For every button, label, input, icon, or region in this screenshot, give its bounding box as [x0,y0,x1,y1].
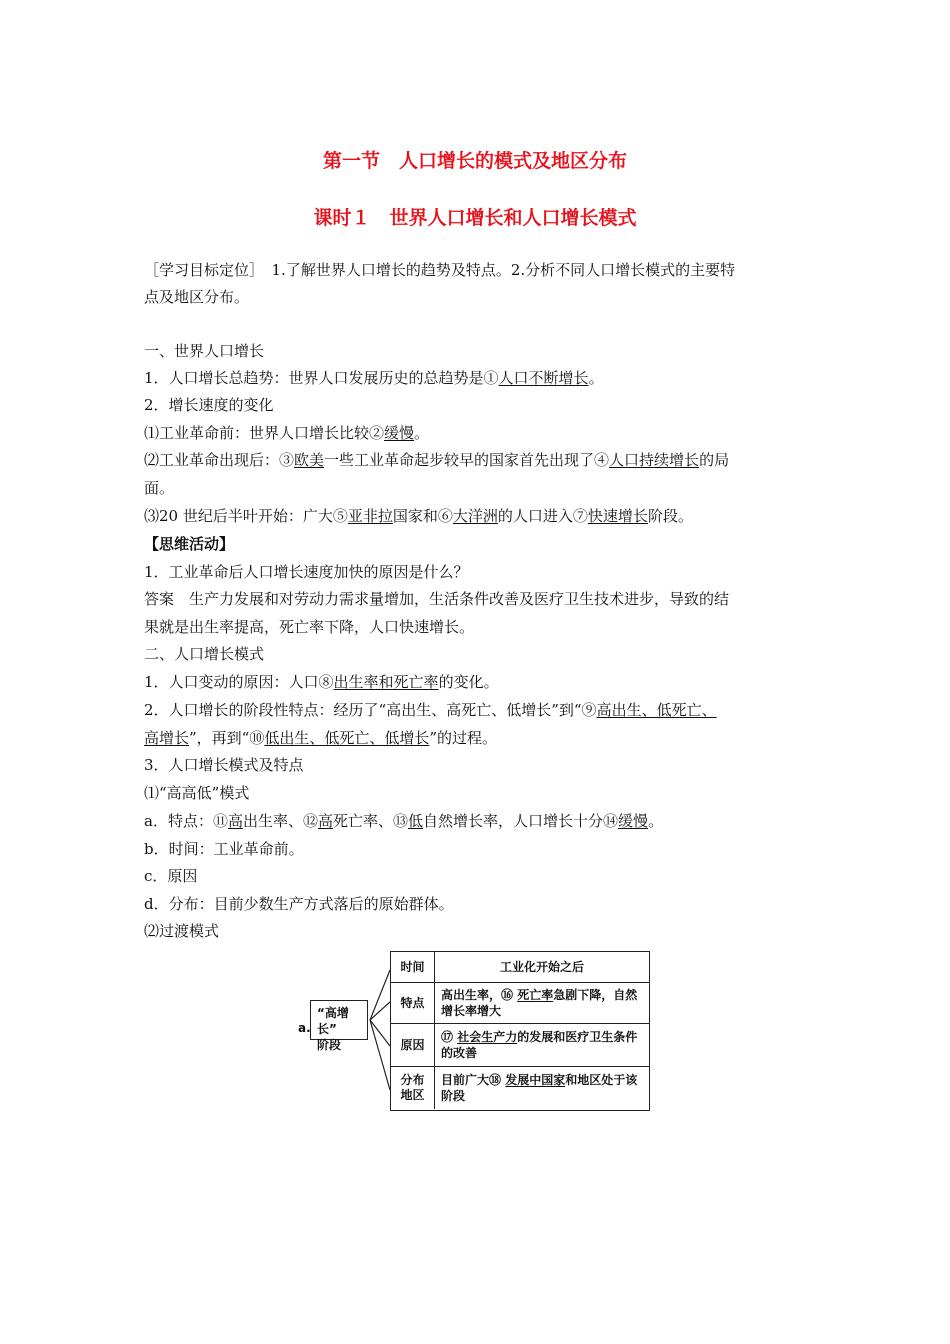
diagram-label-a: a. [298,1021,311,1035]
sec2-point-9: ⑵过渡模式 [144,922,220,940]
sec1-point-3: ⑴工业革命前：世界人口增长比较②缓慢。 [144,424,430,442]
blank-answer: 人口持续增长 [609,451,700,469]
thinking-question: 1．工业革命后人口增长速度加快的原因是什么？ [144,563,469,581]
sec1-point-4-cont: 面。 [144,479,175,497]
table-row-distribution: 分布 地区 目前广大⑱ 发展中国家和地区处于该阶段 [391,1067,649,1109]
stage-table [390,951,650,1111]
sec2-point-1: 1．人口变动的原因：人口⑧出生率和死亡率的变化。 [144,673,499,691]
sec1-point-4: ⑵工业革命出现后：③欧美一些工业革命起步较早的国家首先出现了④人口持续增长的局 [144,451,730,469]
sec2-point-8: d．分布：目前少数生产方式落后的原始群体。 [144,895,454,913]
blank-answer: 低出生、低死亡、低增长 [264,729,430,747]
thinking-answer-2: 果就是出生率提高，死亡率下降，人口快速增长。 [144,618,475,636]
table-row-cause: 原因 ⑰ 社会生产力的发展和医疗卫生条件的改善 [391,1024,649,1067]
high-growth-box: “高增长” 阶段 [310,1000,368,1040]
section-1-heading: 一、世界人口增长 [144,342,265,360]
blank-answer: 高 [317,812,333,830]
blank-answer: 大洋洲 [452,507,498,525]
blank-answer: 高增长 [144,729,190,747]
sec2-point-5: a．特点：⑪高出生率、⑫高死亡率、⑬低自然增长率，人口增长十分⑭缓慢。 [144,812,664,830]
blank-answer: 快速增长 [587,507,648,525]
thinking-heading: 【思维活动】 [144,535,235,553]
sec1-point-5: ⑶20 世纪后半叶开始：广大⑤亚非拉国家和⑥大洋洲的人口进入⑦快速增长阶段。 [144,507,693,525]
sec2-point-3: 3．人口增长模式及特点 [144,756,304,774]
sec2-point-2-cont: 高增长”，再到“⑩低出生、低死亡、低增长”的过程。 [144,729,498,747]
table-row-time: 时间 工业化开始之后 [391,952,649,983]
blank-answer: 欧美 [294,451,325,469]
sec1-point-2: 2．增长速度的变化 [144,396,274,414]
blank-answer: 人口不断增长 [498,369,589,387]
sec1-point-1: 1．人口增长总趋势：世界人口发展历史的总趋势是①人口不断增长。 [144,369,604,387]
sec2-point-4: ⑴“高高低”模式 [144,784,250,802]
blank-answer: 低 [408,812,424,830]
high-growth-stage-diagram [296,950,656,1114]
blank-answer: 高 [227,812,243,830]
lesson-title: 课时１ 世界人口增长和人口增长模式 [313,207,637,229]
blank-answer: 缓慢 [618,812,649,830]
blank-answer: 高出生、低死亡、 [596,701,717,719]
blank-answer: 出生率和死亡率 [333,673,439,691]
blank-answer: 缓慢 [384,424,415,442]
table-row-features: 特点 高出生率，⑯ 死亡率急剧下降，自然增长率增大 [391,983,649,1024]
page-title: 第一节 人口增长的模式及地区分布 [322,150,627,172]
sec2-point-7: c．原因 [144,867,198,885]
sec2-point-6: b．时间：工业革命前。 [144,840,304,858]
thinking-answer-1: 答案 生产力发展和对劳动力需求量增加，生活条件改善及医疗卫生技术进步，导致的结 [144,590,730,608]
section-2-heading: 二、人口增长模式 [144,645,265,663]
sec2-point-2: 2．人口增长的阶段性特点：经历了“高出生、高死亡、低增长”到“⑨高出生、低死亡、 [144,701,717,719]
blank-answer: 亚非拉 [347,507,393,525]
objectives-line-2: 点及地区分布。 [144,288,250,306]
objectives-line-1: ［学习目标定位］ 1.了解世界人口增长的趋势及特点。2.分析不同人口增长模式的主要特 [144,261,736,279]
